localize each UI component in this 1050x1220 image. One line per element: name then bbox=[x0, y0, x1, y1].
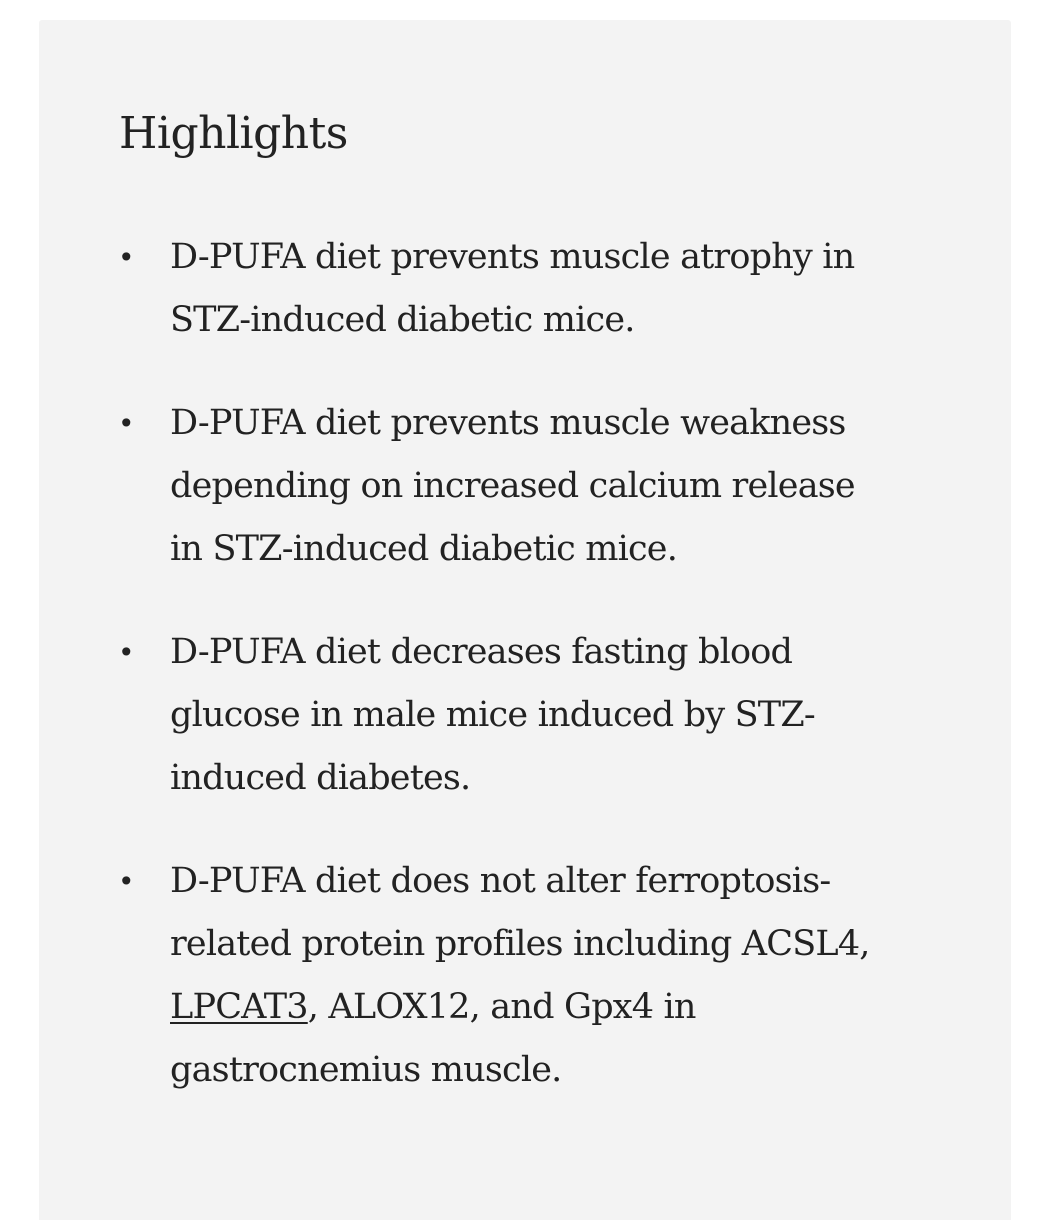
highlight-text-after: , ALOX12, and Gpx4 in gastrocnemius muscle. bbox=[170, 987, 696, 1090]
highlight-text-before: D-PUFA diet does not alter ferroptosis-related protein profiles including ACSL4, bbox=[170, 861, 870, 964]
highlight-item bbox=[118, 850, 878, 1102]
highlight-item bbox=[118, 392, 878, 581]
bullet-icon: • bbox=[118, 407, 134, 440]
highlights-title: Highlights bbox=[119, 108, 348, 159]
highlight-item bbox=[118, 226, 878, 352]
bullet-icon: • bbox=[118, 865, 134, 898]
highlights-panel bbox=[39, 20, 1011, 1220]
bullet-icon: • bbox=[118, 636, 134, 669]
highlight-text: D-PUFA diet decreases fasting blood glucose in male mice induced by STZ-induced diabetes. bbox=[170, 632, 815, 798]
highlight-text: D-PUFA diet prevents muscle atrophy in STZ-induced diabetic mice. bbox=[170, 237, 855, 340]
highlights-list bbox=[118, 226, 878, 1142]
bullet-icon: • bbox=[118, 241, 134, 274]
lpcat3-link[interactable]: LPCAT3 bbox=[170, 987, 308, 1027]
highlight-item bbox=[118, 621, 878, 810]
highlight-text: D-PUFA diet prevents muscle weakness depending on increased calcium release in STZ-induced diabetic mice. bbox=[170, 403, 855, 569]
